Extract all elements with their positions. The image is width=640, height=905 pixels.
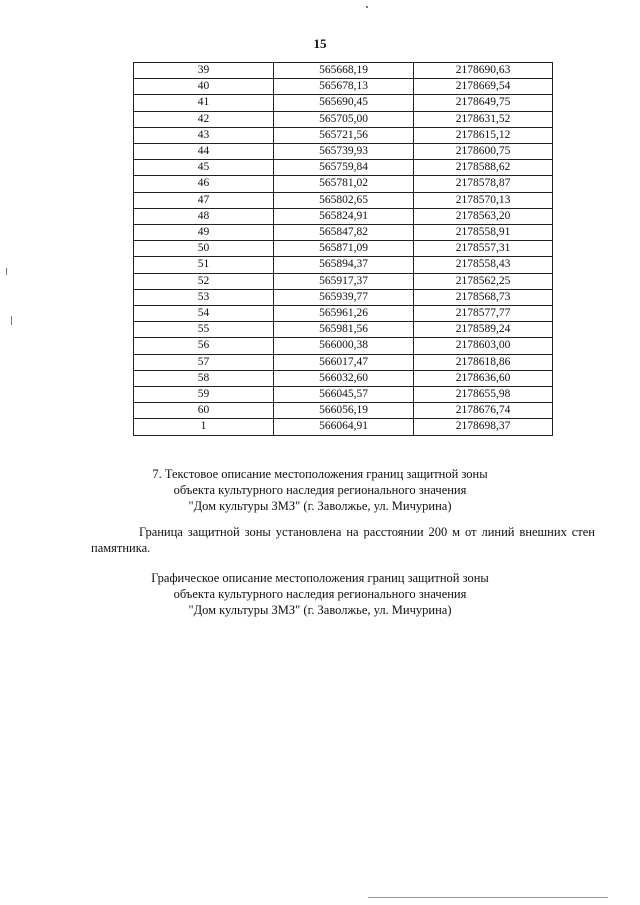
table-row — [134, 387, 553, 403]
section-heading — [0, 466, 640, 514]
point-number-cell: 56 — [134, 338, 274, 354]
y-coordinate-cell: 2178669,54 — [414, 79, 553, 95]
point-number-cell: 44 — [134, 144, 274, 160]
point-number-cell: 59 — [134, 387, 274, 403]
table-row — [134, 419, 553, 435]
x-coordinate-cell: 565894,37 — [274, 257, 414, 273]
y-coordinate-cell: 2178589,24 — [414, 322, 553, 338]
table-row — [134, 144, 553, 160]
table-row — [134, 338, 553, 354]
x-coordinate-cell: 565939,77 — [274, 289, 414, 305]
y-coordinate-cell: 2178649,75 — [414, 95, 553, 111]
x-coordinate-cell: 565678,13 — [274, 79, 414, 95]
boundary-paragraph-line: памятника. — [91, 541, 151, 555]
x-coordinate-cell: 565739,93 — [274, 144, 414, 160]
scan-artifact — [11, 316, 12, 325]
x-coordinate-cell: 565824,91 — [274, 208, 414, 224]
y-coordinate-cell: 2178558,43 — [414, 257, 553, 273]
point-number-cell: 51 — [134, 257, 274, 273]
point-number-cell: 42 — [134, 111, 274, 127]
y-coordinate-cell: 2178631,52 — [414, 111, 553, 127]
x-coordinate-cell: 565847,82 — [274, 225, 414, 241]
x-coordinate-cell: 565917,37 — [274, 273, 414, 289]
table-row — [134, 225, 553, 241]
y-coordinate-cell: 2178578,87 — [414, 176, 553, 192]
point-number-cell: 41 — [134, 95, 274, 111]
point-number-cell: 60 — [134, 403, 274, 419]
y-coordinate-cell: 2178577,77 — [414, 306, 553, 322]
table-row — [134, 79, 553, 95]
y-coordinate-cell: 2178698,37 — [414, 419, 553, 435]
table-row — [134, 273, 553, 289]
y-coordinate-cell: 2178558,91 — [414, 225, 553, 241]
point-number-cell: 52 — [134, 273, 274, 289]
graphic-heading-line: "Дом культуры ЗМЗ" (г. Заволжье, ул. Мичурина) — [188, 603, 452, 617]
y-coordinate-cell: 2178618,86 — [414, 354, 553, 370]
scan-artifact — [368, 897, 608, 898]
y-coordinate-cell: 2178690,63 — [414, 63, 553, 79]
y-coordinate-cell: 2178557,31 — [414, 241, 553, 257]
x-coordinate-cell: 565961,26 — [274, 306, 414, 322]
table-row — [134, 403, 553, 419]
y-coordinate-cell: 2178615,12 — [414, 127, 553, 143]
graphic-heading-line: Графическое описание местоположения границ защитной зоны — [151, 571, 489, 585]
table-row — [134, 192, 553, 208]
coordinates-table-body — [134, 63, 553, 436]
y-coordinate-cell: 2178568,73 — [414, 289, 553, 305]
y-coordinate-cell: 2178636,60 — [414, 370, 553, 386]
y-coordinate-cell: 2178676,74 — [414, 403, 553, 419]
x-coordinate-cell: 565871,09 — [274, 241, 414, 257]
table-row — [134, 176, 553, 192]
section-heading-line: "Дом культуры ЗМЗ" (г. Заволжье, ул. Мичурина) — [188, 499, 452, 513]
y-coordinate-cell: 2178655,98 — [414, 387, 553, 403]
section-heading-line: 7. Текстовое описание местоположения границ защитной зоны — [152, 467, 488, 481]
table-row — [134, 322, 553, 338]
point-number-cell: 40 — [134, 79, 274, 95]
point-number-cell: 39 — [134, 63, 274, 79]
boundary-paragraph — [91, 524, 595, 556]
point-number-cell: 46 — [134, 176, 274, 192]
table-row — [134, 111, 553, 127]
table-row — [134, 241, 553, 257]
boundary-paragraph-line: Граница защитной зоны установлена на расстоянии 200 м от линий внешних стен — [139, 525, 595, 539]
x-coordinate-cell: 566017,47 — [274, 354, 414, 370]
point-number-cell: 55 — [134, 322, 274, 338]
x-coordinate-cell: 565690,45 — [274, 95, 414, 111]
y-coordinate-cell: 2178588,62 — [414, 160, 553, 176]
point-number-cell: 54 — [134, 306, 274, 322]
point-number-cell: 45 — [134, 160, 274, 176]
table-row — [134, 257, 553, 273]
x-coordinate-cell: 565668,19 — [274, 63, 414, 79]
point-number-cell: 53 — [134, 289, 274, 305]
y-coordinate-cell: 2178600,75 — [414, 144, 553, 160]
point-number-cell: 1 — [134, 419, 274, 435]
y-coordinate-cell: 2178563,20 — [414, 208, 553, 224]
coordinates-table — [133, 62, 553, 436]
y-coordinate-cell: 2178562,25 — [414, 273, 553, 289]
graphic-description-heading — [0, 570, 640, 618]
x-coordinate-cell: 566056,19 — [274, 403, 414, 419]
point-number-cell: 43 — [134, 127, 274, 143]
scan-artifact — [6, 268, 7, 275]
table-row — [134, 63, 553, 79]
x-coordinate-cell: 566032,60 — [274, 370, 414, 386]
table-row — [134, 370, 553, 386]
point-number-cell: 57 — [134, 354, 274, 370]
x-coordinate-cell: 565721,56 — [274, 127, 414, 143]
table-row — [134, 289, 553, 305]
x-coordinate-cell: 566000,38 — [274, 338, 414, 354]
x-coordinate-cell: 566064,91 — [274, 419, 414, 435]
table-row — [134, 306, 553, 322]
point-number-cell: 48 — [134, 208, 274, 224]
x-coordinate-cell: 565981,56 — [274, 322, 414, 338]
x-coordinate-cell: 566045,57 — [274, 387, 414, 403]
y-coordinate-cell: 2178603,00 — [414, 338, 553, 354]
table-row — [134, 160, 553, 176]
table-row — [134, 95, 553, 111]
x-coordinate-cell: 565781,02 — [274, 176, 414, 192]
graphic-heading-line: объекта культурного наследия регионального значения — [173, 587, 467, 601]
x-coordinate-cell: 565705,00 — [274, 111, 414, 127]
table-row — [134, 208, 553, 224]
point-number-cell: 50 — [134, 241, 274, 257]
scan-artifact — [366, 6, 368, 8]
x-coordinate-cell: 565802,65 — [274, 192, 414, 208]
point-number-cell: 47 — [134, 192, 274, 208]
page-number: 15 — [313, 36, 327, 51]
point-number-cell: 58 — [134, 370, 274, 386]
table-row — [134, 354, 553, 370]
table-row — [134, 127, 553, 143]
section-heading-line: объекта культурного наследия регионального значения — [173, 483, 467, 497]
point-number-cell: 49 — [134, 225, 274, 241]
x-coordinate-cell: 565759,84 — [274, 160, 414, 176]
y-coordinate-cell: 2178570,13 — [414, 192, 553, 208]
